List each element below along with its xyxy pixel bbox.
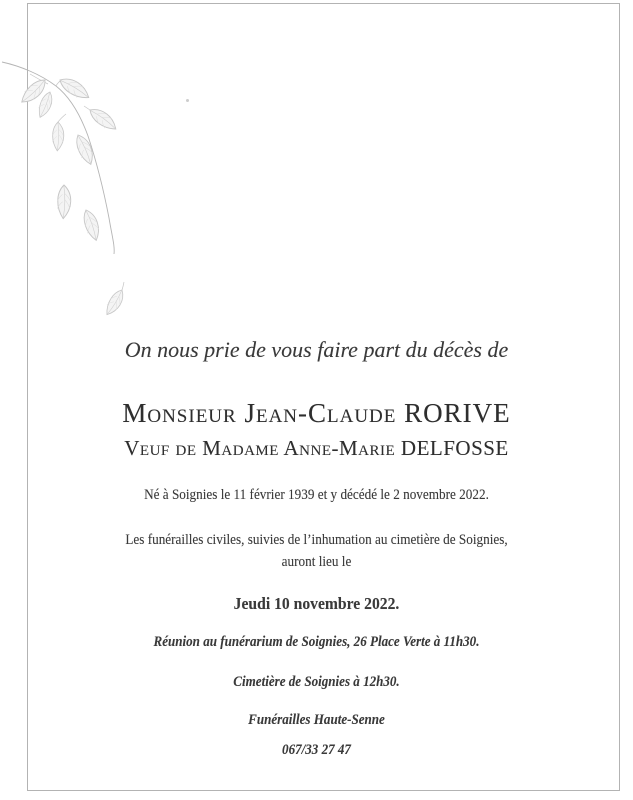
leaf xyxy=(87,104,120,134)
meeting-line: Réunion au funérarium de Soignies, 26 Place Verte à 11h30. xyxy=(153,634,480,650)
leaf xyxy=(57,73,92,103)
leaf xyxy=(51,122,65,152)
funeral-info-line2: auront lieu le xyxy=(281,554,352,570)
funeral-date-line: Jeudi 10 novembre 2022. xyxy=(233,594,400,613)
intro-line: On nous prie de vous faire part du décès de xyxy=(124,337,509,362)
funeral-info-line1: Les funérailles civiles, suivies de l’inhumation au cimetière de Soignies, xyxy=(125,532,508,548)
relation-line: Veuf de Madame Anne-Marie DELFOSSE xyxy=(124,436,509,460)
cemetery-line: Cimetière de Soignies à 12h30. xyxy=(233,674,400,690)
scan-speck xyxy=(186,99,189,102)
leaf xyxy=(81,208,102,242)
phone-line: 067/33 27 47 xyxy=(282,742,351,758)
funeral-info xyxy=(38,529,595,573)
deceased-name: Monsieur Jean-Claude RORIVE xyxy=(122,398,511,428)
leaf xyxy=(56,185,72,220)
leaf xyxy=(73,132,96,166)
life-dates-line: Né à Soignies le 11 février 1939 et y décédé le 2 novembre 2022. xyxy=(144,487,489,503)
leaf xyxy=(102,287,128,317)
leaf-branch-illustration xyxy=(0,40,170,340)
funeral-home-line: Funérailles Haute-Senne xyxy=(248,712,385,728)
